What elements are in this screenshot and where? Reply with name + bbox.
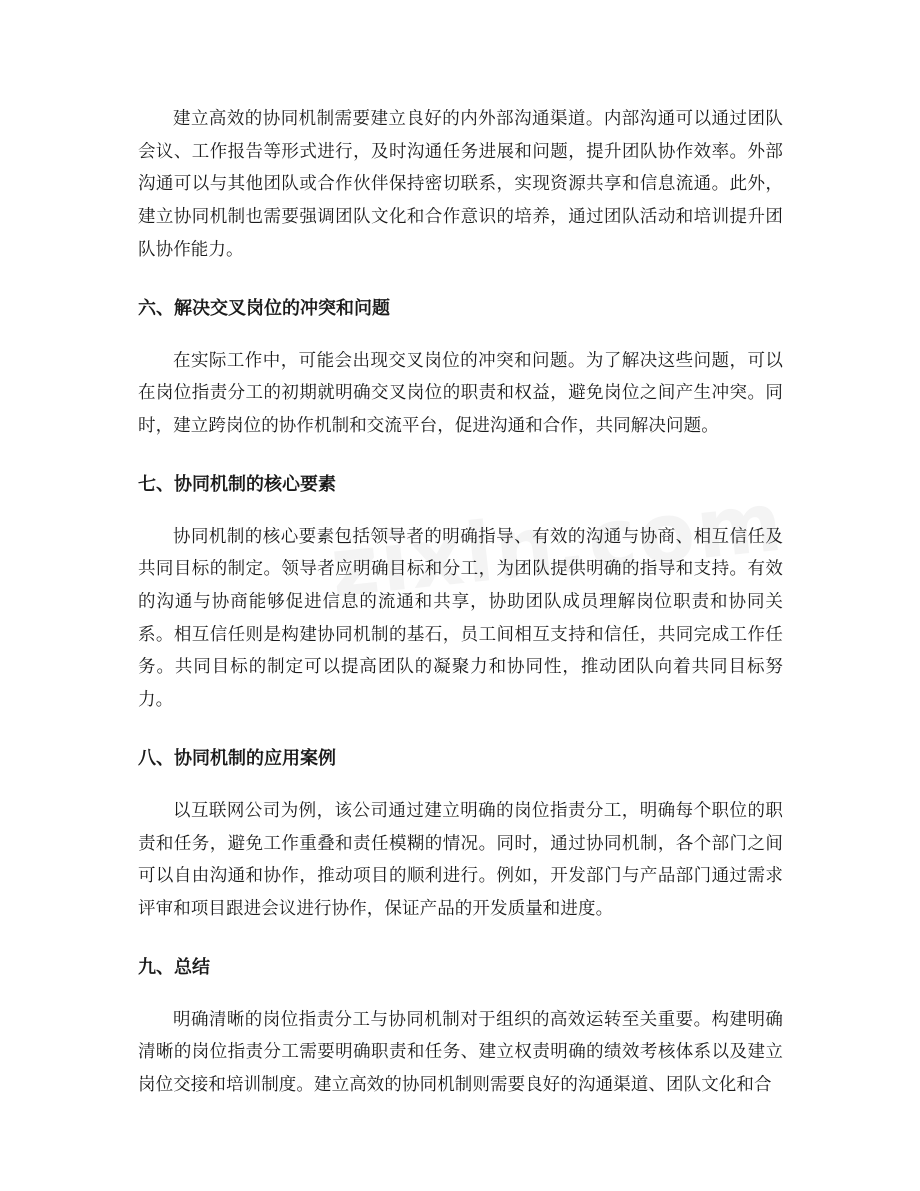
heading-section-6: 六、解决交叉岗位的冲突和问题 (138, 297, 390, 319)
paragraph-section-9: 明确清晰的岗位指责分工与协同机制对于组织的高效运转至关重要。构建明确清晰的岗位指责分工需要明确职责和任务、建立权责明确的绩效考核体系以及建立岗位交接和培训制度。建立高效的协同机制则需要良好的沟通渠道、团队文化和合 (138, 1009, 783, 1096)
heading-section-8: 八、协同机制的应用案例 (138, 747, 336, 769)
paragraph-section-7: 协同机制的核心要素包括领导者的明确指导、有效的沟通与协商、相互信任及共同目标的制定。领导者应明确目标和分工，为团队提供明确的指导和支持。有效的沟通与协商能够促进信息的流通和共享，协助团队成员理解岗位职责和协同关系。相互信任则是构建协同机制的基石，员工间相互支持和信任，共同完成工作任务。共同目标的制定可以提高团队的凝聚力和协同性，推动团队向着共同目标努力。 (138, 526, 783, 711)
heading-section-7: 七、协同机制的核心要素 (138, 473, 336, 495)
paragraph-section-8: 以互联网公司为例，该公司通过建立明确的岗位指责分工，明确每个职位的职责和任务，避免工作重叠和责任模糊的情况。同时，通过协同机制，各个部门之间可以自由沟通和协作，推动项目的顺利进行。例如，开发部门与产品部门通过需求评审和项目跟进会议进行协作，保证产品的开发质量和进度。 (138, 800, 783, 919)
paragraph-communication-channels: 建立高效的协同机制需要建立良好的内外部沟通渠道。内部沟通可以通过团队会议、工作报告等形式进行，及时沟通任务进展和问题，提升团队协作效率。外部沟通可以与其他团队或合作伙伴保持密切联系，实现资源共享和信息流通。此外，建立协同机制也需要强调团队文化和合作意识的培养，通过团队活动和培训提升团队协作能力。 (138, 109, 783, 260)
heading-section-9: 九、总结 (138, 956, 210, 978)
paragraph-section-6: 在实际工作中，可能会出现交叉岗位的冲突和问题。为了解决这些问题，可以在岗位指责分工的初期就明确交叉岗位的职责和权益，避免岗位之间产生冲突。同时，建立跨岗位的协作机制和交流平台，促进沟通和合作，共同解决问题。 (138, 350, 783, 436)
document-body (138, 103, 783, 1102)
